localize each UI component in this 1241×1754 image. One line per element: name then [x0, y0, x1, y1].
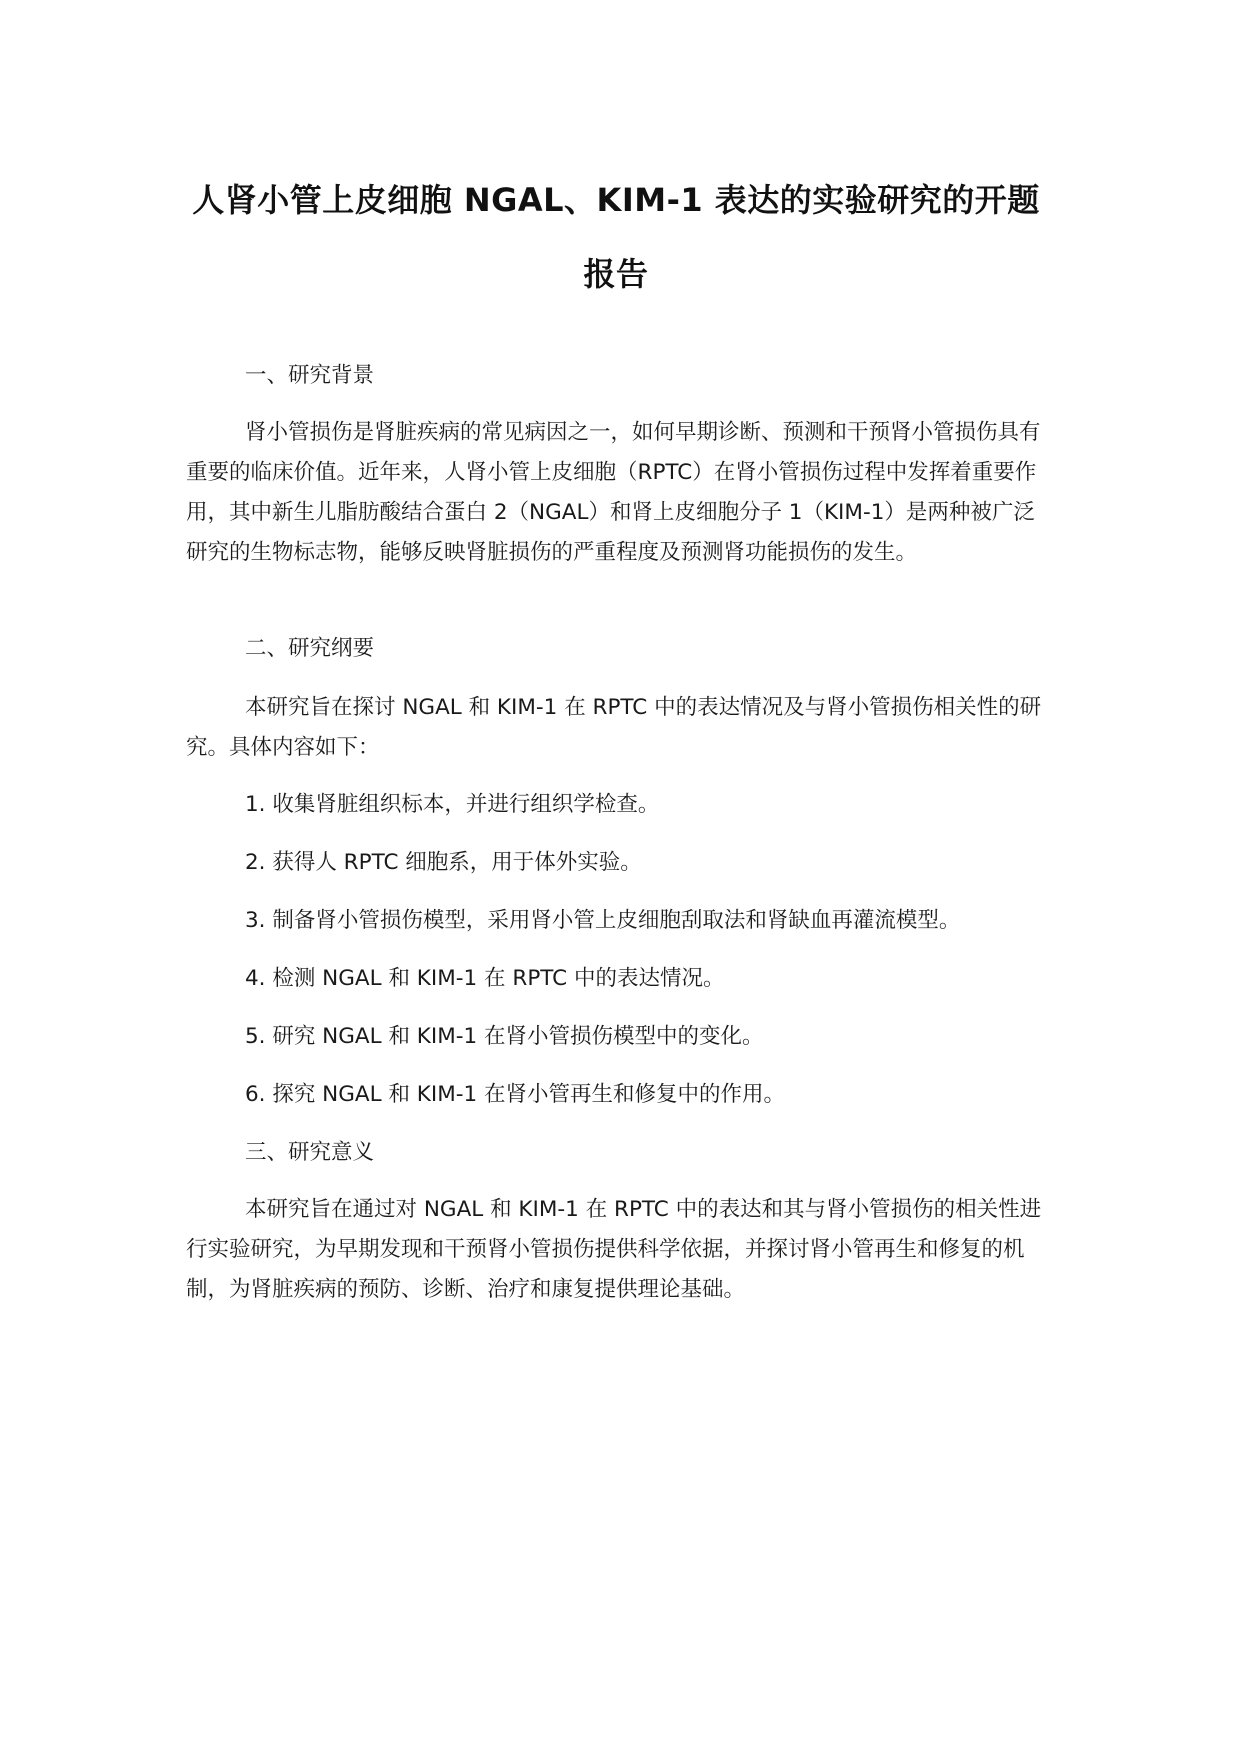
document-title-line-1: 人肾小管上皮细胞 NGAL、KIM-1 表达的实验研究的开题: [192, 181, 1040, 219]
list-item: 2. 获得人 RPTC 细胞系，用于体外实验。: [245, 850, 642, 875]
section-heading-background: 一、研究背景: [245, 363, 375, 388]
section-paragraph-background: 肾小管损伤是肾脏疾病的常见病因之一，如何早期诊断、预测和干预肾小管损伤具有重要的临床价值。近年来，人肾小管上皮细胞（RPTC）在肾小管损伤过程中发挥着重要作用，其中新生儿脂肪酸结合蛋白 2（NGAL）和肾上皮细胞分子 1（KIM-1）是两种被广泛研究的生物标志物，能够反映肾脏损伤的严重程度及预测肾功能损伤的发生。: [186, 420, 1041, 565]
list-item: 1. 收集肾脏组织标本，并进行组织学检查。: [245, 792, 660, 817]
list-item: 6. 探究 NGAL 和 KIM-1 在肾小管再生和修复中的作用。: [245, 1082, 786, 1107]
section-paragraph-significance: 本研究旨在通过对 NGAL 和 KIM-1 在 RPTC 中的表达和其与肾小管损伤的相关性进行实验研究，为早期发现和干预肾小管损伤提供科学依据，并探讨肾小管再生和修复的机制，为肾脏疾病的预防、诊断、治疗和康复提供理论基础。: [186, 1197, 1042, 1302]
section-heading-significance: 三、研究意义: [245, 1140, 375, 1165]
list-item: 5. 研究 NGAL 和 KIM-1 在肾小管损伤模型中的变化。: [245, 1024, 764, 1049]
document-title-line-2: 报告: [583, 255, 649, 293]
list-item: 4. 检测 NGAL 和 KIM-1 在 RPTC 中的表达情况。: [245, 966, 725, 991]
section-heading-outline: 二、研究纲要: [245, 636, 375, 661]
list-item: 3. 制备肾小管损伤模型，采用肾小管上皮细胞刮取法和肾缺血再灌流模型。: [245, 908, 961, 933]
section-paragraph-outline: 本研究旨在探讨 NGAL 和 KIM-1 在 RPTC 中的表达情况及与肾小管损伤相关性的研究。具体内容如下：: [186, 695, 1042, 760]
